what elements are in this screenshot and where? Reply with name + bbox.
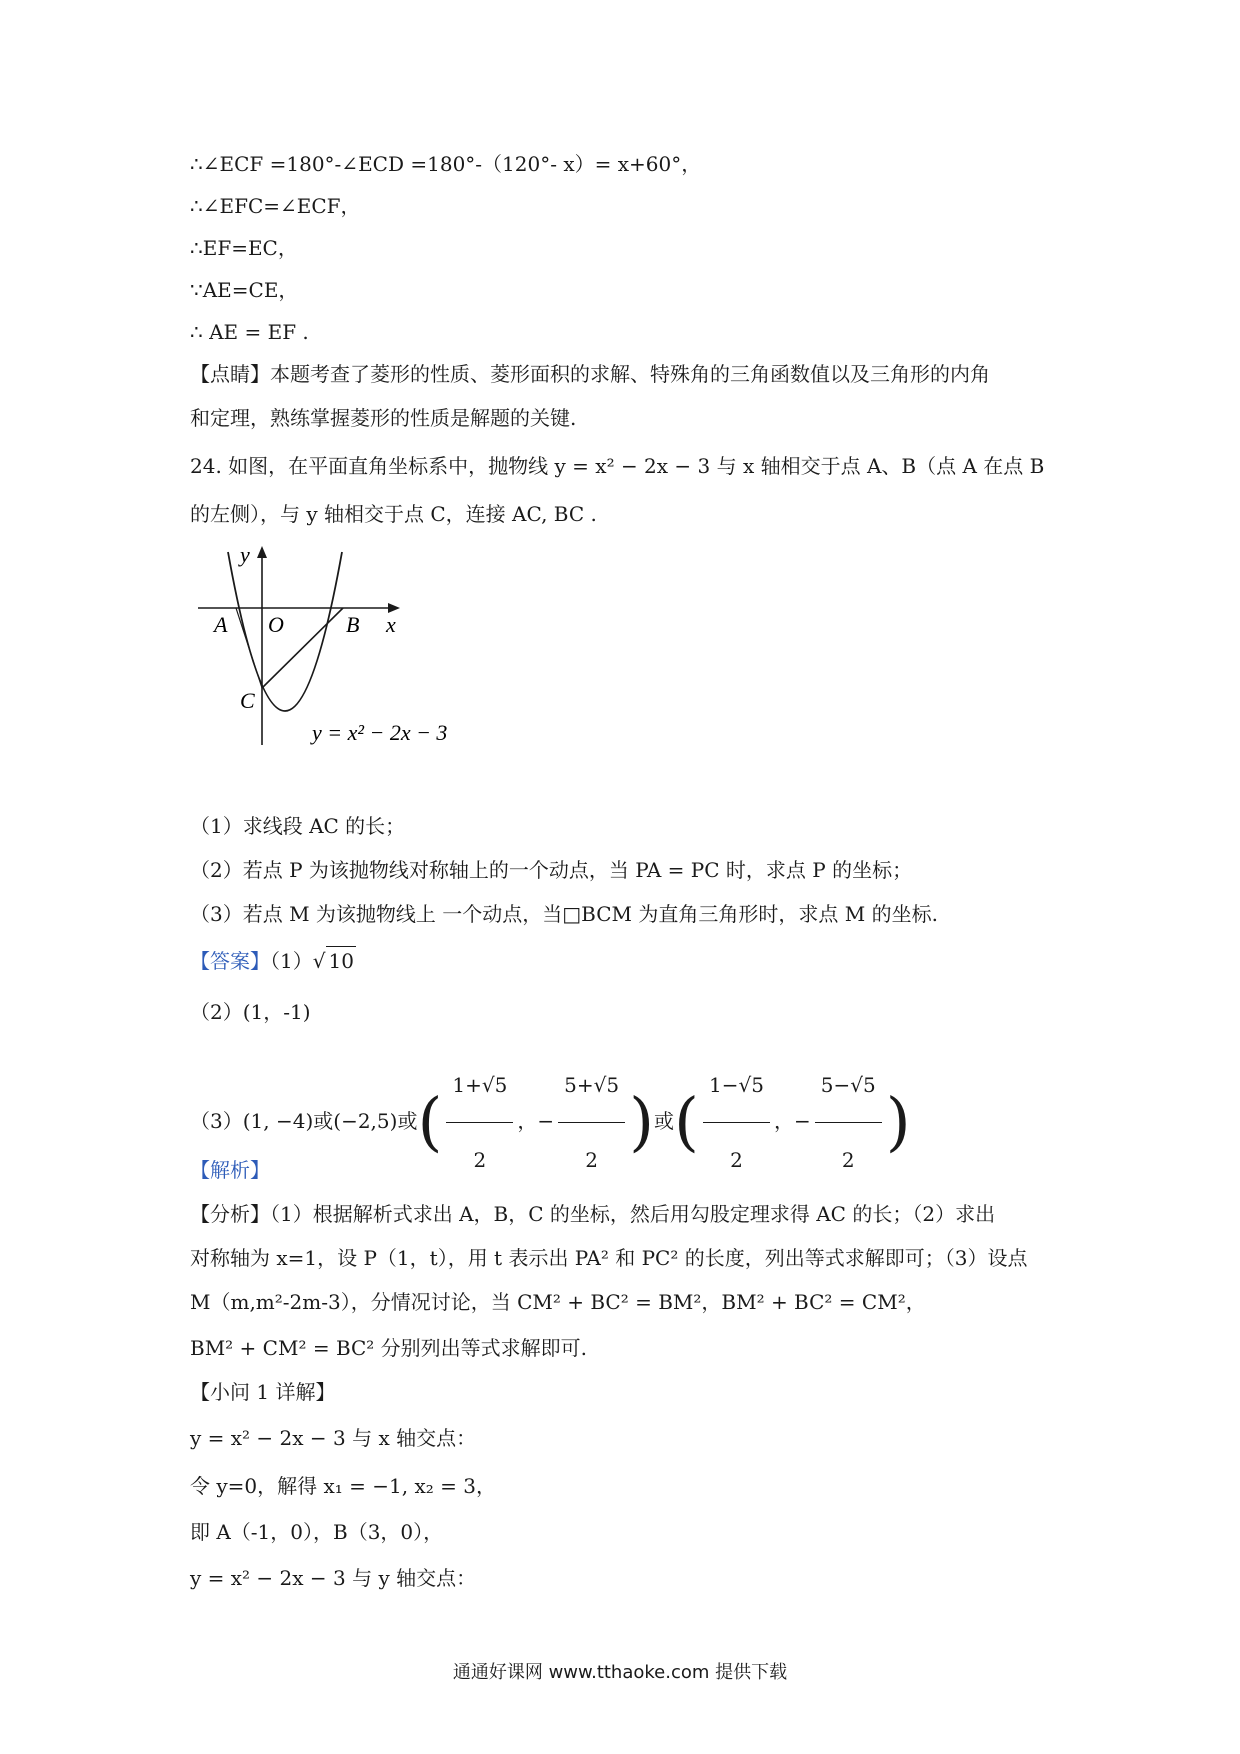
question-line-2: 的左侧），与 y 轴相交于点 C，连接 AC, BC . xyxy=(190,502,597,526)
solution-line-1: y = x² − 2x − 3 与 x 轴交点： xyxy=(190,1426,477,1450)
point-b-label: B xyxy=(346,612,360,637)
comment-title: 【点睛】 xyxy=(190,362,270,386)
proof-line-5: ∴ AE = EF . xyxy=(190,320,309,344)
solution-line-4: y = x² − 2x − 3 与 y 轴交点： xyxy=(190,1566,477,1590)
subquestion-1-detail-title: 【小问 1 详解】 xyxy=(190,1380,336,1404)
fraction-3-den: 2 xyxy=(730,1148,743,1172)
solution-line-2: 令 y=0，解得 x₁ = −1, x₂ = 3， xyxy=(190,1474,496,1498)
question-line-1: 24. 如图，在平面直角坐标系中，抛物线 y = x² − 2x − 3 与 x 轴相交于点 A、B（点 A 在点 B xyxy=(190,454,1045,478)
answer-1-value: 10 xyxy=(326,946,355,975)
analysis-line-2: 对称轴为 x=1，设 P（1，t），用 t 表示出 PA² 和 PC² 的长度，列出等式求解即可；（3）设点 xyxy=(190,1246,1028,1270)
analysis-line-4: BM² + CM² = BC² 分别列出等式求解即可. xyxy=(190,1336,588,1360)
paren-open-1: ( xyxy=(417,1085,443,1160)
point-c-label: C xyxy=(240,688,255,713)
x-axis-label: x xyxy=(386,612,396,637)
fraction-4-num: 5−√5 xyxy=(815,1050,882,1123)
fraction-4 xyxy=(815,1050,882,1195)
page-footer: 通通好课网 www.tthaoke.com 提供下载 xyxy=(452,1662,788,1683)
answer-title: 【答案】 xyxy=(190,949,270,973)
segment-ac xyxy=(236,608,262,688)
answer-line-1: 【答案】（1）√ 10 xyxy=(190,946,356,975)
comment-text-1: 本题考查了菱形的性质、菱形面积的求解、特殊角的三角函数值以及三角形的内角 xyxy=(270,362,990,386)
answer-3-prefix: （3） xyxy=(190,1109,243,1133)
fraction-2-num: 5+√5 xyxy=(558,1050,625,1123)
fraction-1-den: 2 xyxy=(473,1148,487,1172)
answer-3-a: (1, −4) xyxy=(242,1109,314,1133)
fraction-1 xyxy=(446,1050,513,1195)
analysis-line-3: M（m,m²-2m-3），分情况讨论，当 CM² + BC² = BM²，BM² + BC² = CM²， xyxy=(190,1290,926,1314)
paren-close-1: ) xyxy=(629,1085,655,1160)
parabola-figure xyxy=(190,540,490,760)
proof-line-3: ∴EF=EC， xyxy=(190,236,298,260)
y-axis-arrow xyxy=(257,546,267,558)
curve-equation-label: y = x² − 2x − 3 xyxy=(312,720,448,745)
fraction-2 xyxy=(558,1050,625,1195)
answer-1-prefix: （1） xyxy=(270,949,313,973)
proof-line-2: ∴∠EFC=∠ECF， xyxy=(190,194,361,218)
proof-line-4: ∵AE=CE， xyxy=(190,278,299,302)
answer-3-b: (−2,5) xyxy=(333,1109,398,1133)
fraction-1-num: 1+√5 xyxy=(446,1050,513,1123)
answer-line-3: （3）(1, −4)或(−2,5)或( $\frac{1+√5}{2}$ ，− $\frac{5+√5}{2}$ )或( $\frac{1-√5}{2}$ ，− $\frac{5-√5}{2}$ ) xyxy=(190,1050,911,1195)
fraction-4-den: 2 xyxy=(841,1148,855,1172)
analysis-line-1: 【分析】（1）根据解析式求出 A，B，C 的坐标，然后用勾股定理求得 AC 的长；（2）求出 xyxy=(190,1202,996,1226)
solution-line-3: 即 A（-1，0），B（3，0）， xyxy=(190,1520,444,1544)
proof-line-1: ∴∠ECF =180°-∠ECD =180°-（120°- x）= x+60°， xyxy=(190,152,702,176)
origin-label: O xyxy=(268,612,284,637)
or-2: 或 xyxy=(397,1109,418,1133)
fraction-2-den: 2 xyxy=(585,1148,598,1172)
or-1: 或 xyxy=(313,1109,334,1133)
or-3: 或 xyxy=(654,1109,675,1133)
comment-line-2: 和定理，熟练掌握菱形的性质是解题的关键. xyxy=(190,406,577,430)
subquestion-2: （2）若点 P 为该抛物线对称轴上的一个动点，当 PA = PC 时，求点 P 的坐标； xyxy=(190,858,913,882)
fraction-3 xyxy=(703,1050,770,1195)
analysis-title: 【解析】 xyxy=(190,1158,270,1182)
subquestion-1: （1）求线段 AC 的长； xyxy=(190,814,406,838)
fraction-3-num: 1−√5 xyxy=(703,1050,770,1123)
point-a-label: A xyxy=(214,612,228,637)
y-axis-label: y xyxy=(240,542,250,567)
comment-line-1 xyxy=(190,360,990,388)
answer-line-2: （2）(1，-1) xyxy=(190,1000,311,1024)
subquestion-3: （3）若点 M 为该抛物线上 一个动点，当□BCM 为直角三角形时，求点 M 的坐标. xyxy=(190,902,938,926)
paren-close-2: ) xyxy=(885,1085,911,1160)
paren-open-2: ( xyxy=(674,1085,700,1160)
